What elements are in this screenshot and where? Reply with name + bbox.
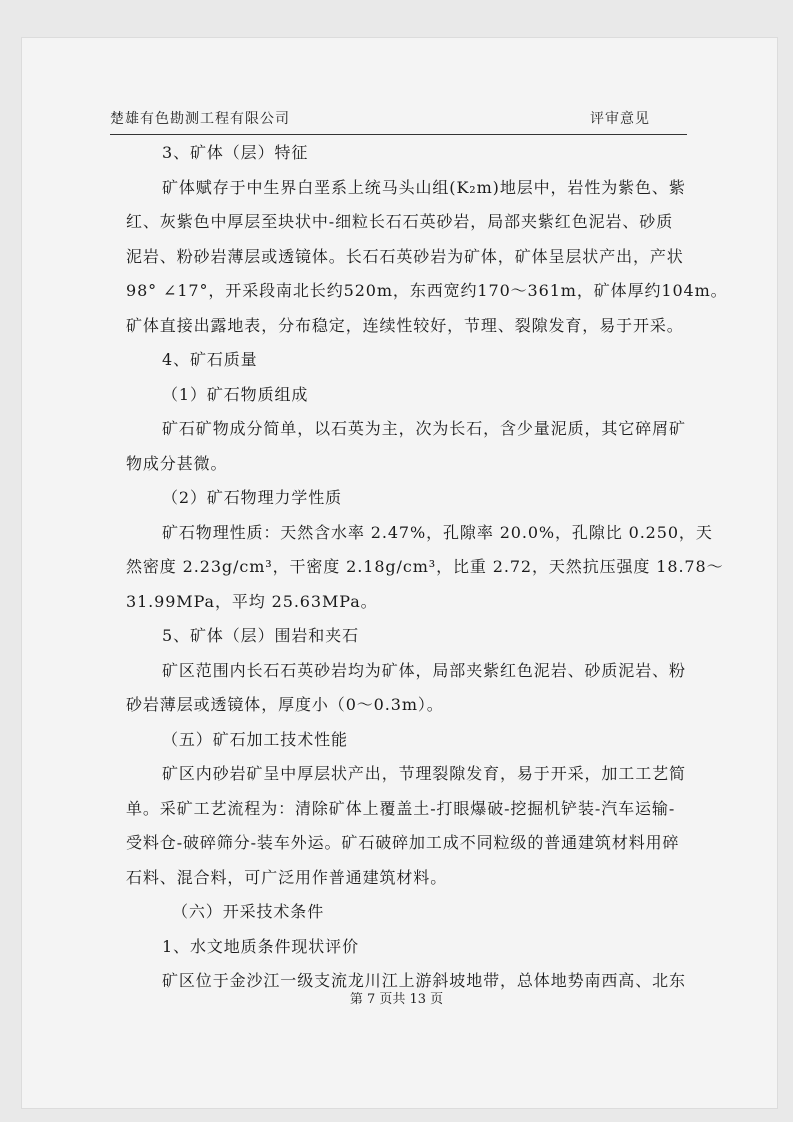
paragraph-line: 矿石矿物成分简单，以石英为主，次为长石，含少量泥质，其它碎屑矿 [162,419,686,438]
paragraph-line: 矿石物理性质：天然含水率 2.47%，孔隙率 20.0%，孔隙比 0.250，天 [162,522,713,542]
paragraph-line: 矿体直接出露地表，分布稳定，连续性较好，节理、裂隙发育，易于开采。 [126,315,684,335]
heading-ore-body-features: 3、矿体（层）特征 [162,143,309,162]
subheading-composition: （1）矿石物质组成 [162,384,309,404]
paragraph-line: 单。采矿工艺流程为：清除矿体上覆盖土-打眼爆破-挖掘机铲装-汽车运输- [126,798,676,818]
paragraph-line: 红、灰紫色中厚层至块状中-细粒长石石英砂岩，局部夹紫红色泥岩、砂质 [126,212,674,231]
page-number: 第 7 页共 13 页 [349,992,444,1007]
heading-mining-conditions: （六）开采技术条件 [172,902,325,921]
document-body [126,136,728,999]
paragraph-line: 矿区位于金沙江一级支流龙川江上游斜坡地带，总体地势南西高、北东 [162,971,686,990]
paragraph-line: 然密度 2.23g/cm³，干密度 2.18g/cm³，比重 2.72，天然抗压强度 18.78～ [126,557,724,576]
paragraph-line: 物成分甚微。 [126,453,228,473]
paragraph-line: 矿区范围内长石石英砂岩均为矿体，局部夹紫红色泥岩、砂质泥岩、粉 [162,660,686,680]
paragraph-line: 矿区内砂岩矿呈中厚层状产出，节理裂隙发育，易于开采，加工工艺简 [162,764,686,783]
heading-hydrogeology: 1、水文地质条件现状评价 [162,936,359,956]
heading-ore-quality: 4、矿石质量 [162,350,258,369]
header-section: 评审意见 [590,111,650,127]
header-divider [110,134,687,135]
paragraph-line: 31.99MPa，平均 25.63MPa。 [126,591,378,611]
heading-wall-rock: 5、矿体（层）围岩和夹石 [162,626,359,645]
paragraph-line: 98° ∠17°，开采段南北长约520m，东西宽约170～361m，矿体厚约104m。 [126,281,728,300]
header-company: 楚雄有色勘测工程有限公司 [110,111,290,127]
paragraph-line: 矿体赋存于中生界白垩系上统马头山组(K₂m)地层中，岩性为紫色、紫 [162,177,686,197]
paragraph-line: 泥岩、粉砂岩薄层或透镜体。长石石英砂岩为矿体，矿体呈层状产出，产状 [126,246,684,266]
heading-processing: （五）矿石加工技术性能 [162,729,348,749]
paragraph-line: 受料仓-破碎筛分-装车外运。矿石破碎加工成不同粒级的普通建筑材料用碎 [126,833,680,852]
paragraph-line: 石料、混合料，可广泛用作普通建筑材料。 [126,867,448,887]
paragraph-line: 砂岩薄层或透镜体，厚度小（0～0.3m）。 [126,695,444,714]
subheading-mechanics: （2）矿石物理力学性质 [162,488,343,507]
